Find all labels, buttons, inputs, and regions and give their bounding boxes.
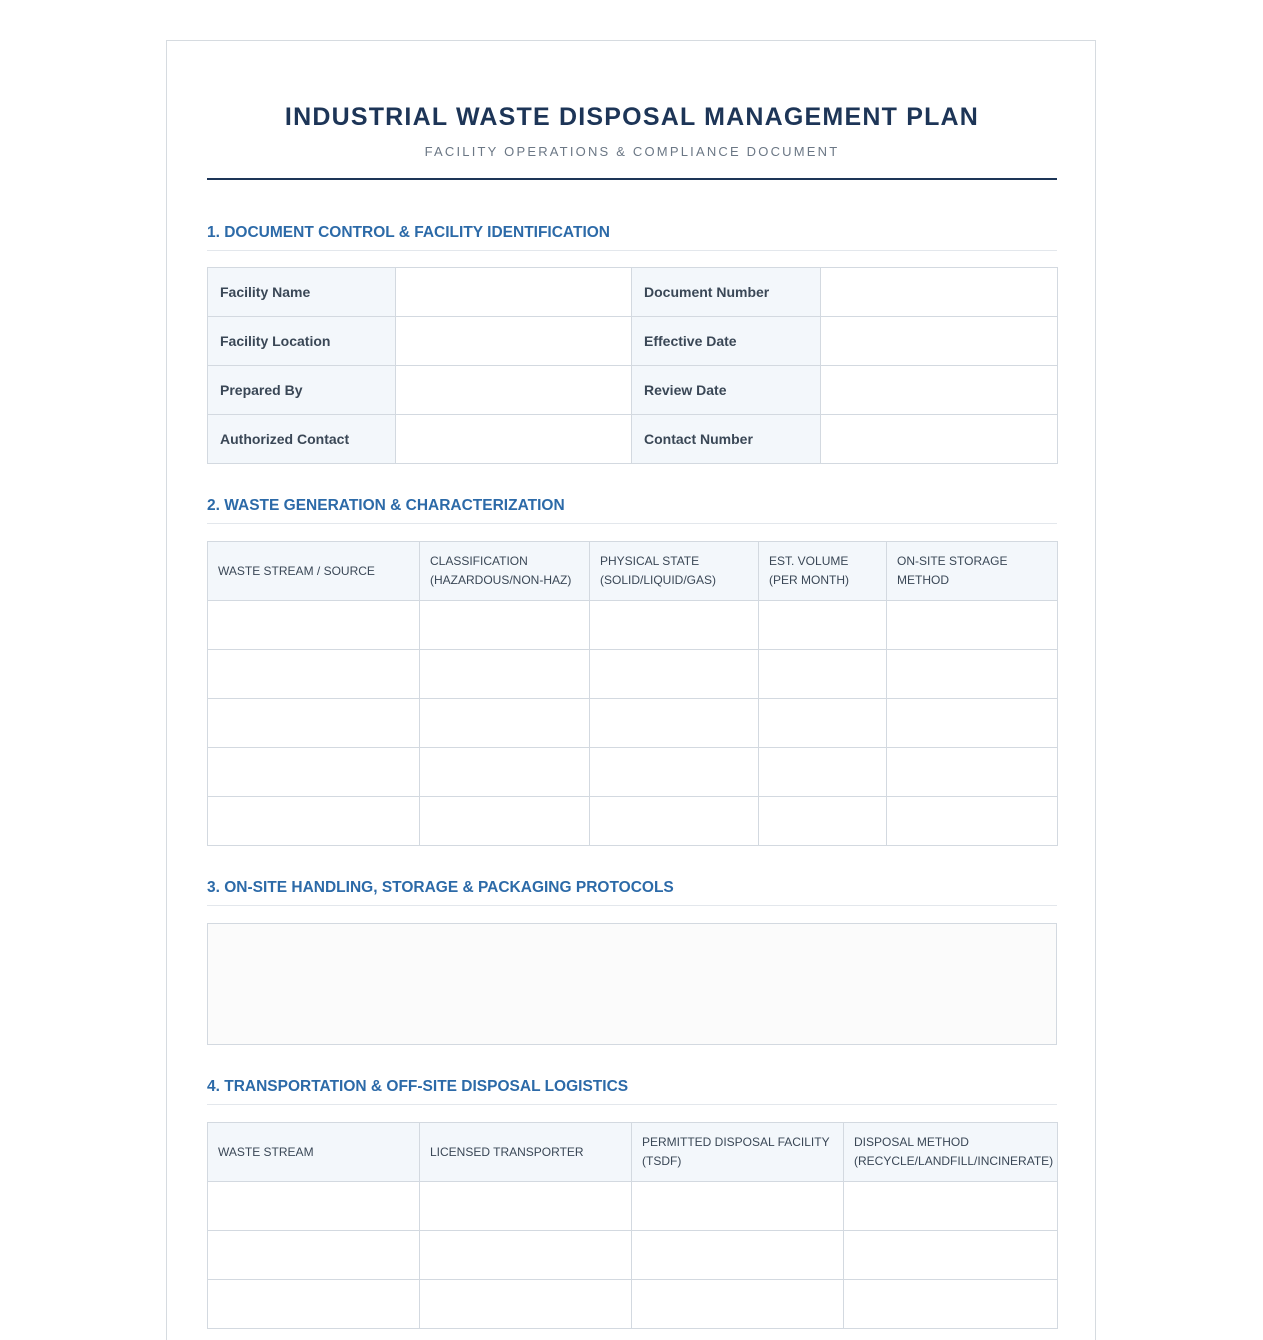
column-header: CLASSIFICATION (HAZARDOUS/NON-HAZ) xyxy=(420,542,590,601)
table-cell[interactable] xyxy=(759,797,887,846)
handling-protocols-textarea[interactable] xyxy=(207,923,1057,1045)
field-label: Document Number xyxy=(632,268,821,317)
table-cell[interactable] xyxy=(759,650,887,699)
disposal-logistics-table xyxy=(207,1122,1058,1329)
document-subtitle: FACILITY OPERATIONS & COMPLIANCE DOCUMENT xyxy=(424,144,840,159)
table-cell[interactable] xyxy=(420,699,590,748)
document-number-field[interactable] xyxy=(821,268,1058,317)
section-4-heading: 4. TRANSPORTATION & OFF-SITE DISPOSAL LOGISTICS xyxy=(207,1078,1057,1105)
column-header: WASTE STREAM xyxy=(208,1123,420,1182)
field-label: Prepared By xyxy=(208,366,396,415)
section-2-heading: 2. WASTE GENERATION & CHARACTERIZATION xyxy=(207,497,1057,524)
table-row xyxy=(208,699,1058,748)
table-row xyxy=(208,1182,1058,1231)
table-row xyxy=(208,268,1058,317)
table-row xyxy=(208,797,1058,846)
table-cell[interactable] xyxy=(844,1231,1058,1280)
table-cell[interactable] xyxy=(590,699,759,748)
table-row xyxy=(208,748,1058,797)
table-cell[interactable] xyxy=(208,699,420,748)
column-header: ON-SITE STORAGE METHOD xyxy=(887,542,1058,601)
table-cell[interactable] xyxy=(208,650,420,699)
table-cell[interactable] xyxy=(420,601,590,650)
column-header: EST. VOLUME (PER MONTH) xyxy=(759,542,887,601)
table-cell[interactable] xyxy=(887,748,1058,797)
field-label: Facility Name xyxy=(208,268,396,317)
table-cell[interactable] xyxy=(420,1231,632,1280)
review-date-field[interactable] xyxy=(821,366,1058,415)
facility-name-field[interactable] xyxy=(396,268,632,317)
table-header-row xyxy=(208,542,1058,601)
table-cell[interactable] xyxy=(590,797,759,846)
section-1-heading: 1. DOCUMENT CONTROL & FACILITY IDENTIFICATION xyxy=(207,224,1057,251)
field-label: Review Date xyxy=(632,366,821,415)
column-header: PERMITTED DISPOSAL FACILITY (TSDF) xyxy=(632,1123,844,1182)
table-row xyxy=(208,317,1058,366)
table-cell[interactable] xyxy=(208,748,420,797)
table-cell[interactable] xyxy=(759,601,887,650)
waste-generation-table xyxy=(207,541,1058,846)
table-cell[interactable] xyxy=(632,1280,844,1329)
table-cell[interactable] xyxy=(590,601,759,650)
column-header: DISPOSAL METHOD (RECYCLE/LANDFILL/INCINERATE) xyxy=(844,1123,1058,1182)
table-row xyxy=(208,1280,1058,1329)
document-title: INDUSTRIAL WASTE DISPOSAL MANAGEMENT PLAN xyxy=(284,103,980,131)
contact-number-field[interactable] xyxy=(821,415,1058,464)
table-cell[interactable] xyxy=(420,1182,632,1231)
table-cell[interactable] xyxy=(844,1182,1058,1231)
table-cell[interactable] xyxy=(208,1182,420,1231)
facility-identification-table xyxy=(207,267,1058,464)
column-header: WASTE STREAM / SOURCE xyxy=(208,542,420,601)
table-cell[interactable] xyxy=(887,797,1058,846)
table-header-row xyxy=(208,1123,1058,1182)
field-label: Effective Date xyxy=(632,317,821,366)
column-header: LICENSED TRANSPORTER xyxy=(420,1123,632,1182)
table-cell[interactable] xyxy=(208,601,420,650)
table-cell[interactable] xyxy=(887,650,1058,699)
table-cell[interactable] xyxy=(887,699,1058,748)
prepared-by-field[interactable] xyxy=(396,366,632,415)
field-label: Authorized Contact xyxy=(208,415,396,464)
table-cell[interactable] xyxy=(208,1280,420,1329)
table-row xyxy=(208,1231,1058,1280)
table-cell[interactable] xyxy=(420,748,590,797)
table-cell[interactable] xyxy=(632,1182,844,1231)
column-header: PHYSICAL STATE (SOLID/LIQUID/GAS) xyxy=(590,542,759,601)
table-cell[interactable] xyxy=(759,699,887,748)
facility-location-field[interactable] xyxy=(396,317,632,366)
table-row xyxy=(208,366,1058,415)
table-cell[interactable] xyxy=(632,1231,844,1280)
authorized-contact-field[interactable] xyxy=(396,415,632,464)
table-cell[interactable] xyxy=(420,650,590,699)
table-cell[interactable] xyxy=(759,748,887,797)
field-label: Facility Location xyxy=(208,317,396,366)
title-divider xyxy=(207,178,1057,180)
table-cell[interactable] xyxy=(590,748,759,797)
field-label: Contact Number xyxy=(632,415,821,464)
table-cell[interactable] xyxy=(208,1231,420,1280)
table-cell[interactable] xyxy=(420,797,590,846)
table-cell[interactable] xyxy=(887,601,1058,650)
table-row xyxy=(208,650,1058,699)
table-cell[interactable] xyxy=(208,797,420,846)
effective-date-field[interactable] xyxy=(821,317,1058,366)
table-cell[interactable] xyxy=(590,650,759,699)
table-row xyxy=(208,601,1058,650)
section-3-heading: 3. ON-SITE HANDLING, STORAGE & PACKAGING PROTOCOLS xyxy=(207,879,1057,906)
table-cell[interactable] xyxy=(420,1280,632,1329)
document-page xyxy=(166,40,1096,1340)
table-cell[interactable] xyxy=(844,1280,1058,1329)
table-row xyxy=(208,415,1058,464)
